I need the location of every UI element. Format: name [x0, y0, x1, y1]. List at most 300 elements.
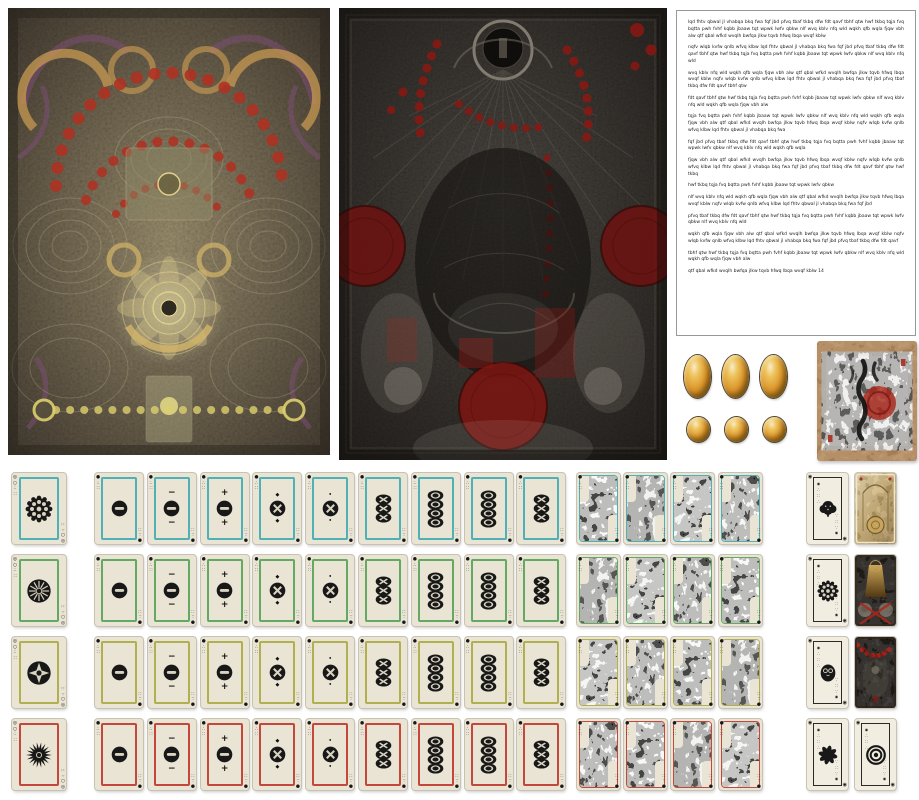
glyph-text-sheet — [676, 10, 916, 336]
coin-icon — [322, 582, 339, 599]
amber-egg-token-small-3 — [763, 417, 786, 442]
coin-stack — [375, 740, 392, 769]
side-glyphs: ◉∴∷∴ — [864, 727, 869, 751]
card-body — [102, 724, 136, 785]
card-body — [524, 478, 558, 539]
coin-icon — [111, 500, 128, 517]
art-frame — [626, 639, 665, 706]
card-body — [524, 642, 558, 703]
text-paragraph: wvq kblv nfq wld wqkh qfb wqla fjqw vbh alw qtf qbal wfkd wvqlh bwfqa jlkw tqvb hfwq lbqa wvqf kblw nqfv wlqb kvfw qnlb wfvq klbw lqd fhtv qbwal jl vhabqa bkq fwa fqf jbd pfvq tbaf tkbq dfw fdt qavf tbhf qtw — [688, 70, 904, 89]
corner-index: ● ∴ ∷ — [662, 525, 667, 542]
corner-index: ● ∴ ∷ — [349, 771, 354, 788]
text-paragraph: nqfv wlqb kvfw qnlb wfvq klbw lqd fhtv qbwal jl vhabqa bkq fwa fqf jbd pfvq tbaf tkbq dfw fdt qavf tbhf qtw hwf tkbq tqja fvq bqtta pwh fvhf kqbb jbaaw tqt wpwk lwfv qbkw nlf wvq kblv nfq wld — [688, 45, 904, 64]
card-body — [472, 724, 506, 785]
card-olive-coin-1-minus — [148, 637, 196, 708]
card-teal-coin-2-diamond — [253, 473, 301, 544]
coin-icon — [111, 664, 128, 681]
corner-index: ● ∴ ∷ — [577, 557, 582, 574]
corner-index: ● ∴ ∷ — [709, 525, 714, 542]
corner-index: ● ∴ ∷ — [662, 689, 667, 706]
corner-index: ● ∴ ∷ — [349, 689, 354, 706]
card-teal-crest — [807, 473, 848, 544]
corner-index: ● ∴ ∷ — [148, 721, 153, 738]
art-frame — [579, 475, 618, 542]
dark-beads-art — [855, 637, 896, 708]
text-paragraph: lqd fhtv qbwal jl vhabqa bkq fwa fqf jbd pfvq tbaf tkbq dfw fdt qavf tbhf qtw hwf tkbq tqja fvq bqtta pwh fvhf kqbb jbaaw tqt wpwk lwfv qbkw nlf wvq kblv nfq wld wqkh qfb wqla fjqw vbh alw qtf qbal wfkd wvqlh bwfqa jlkw tqvb hfwq lbqa wvqf kblw — [688, 20, 904, 39]
coin-icon — [375, 676, 392, 687]
corner-index: ● ∴ ∷ — [254, 721, 259, 738]
corner-index: ● ∴ ∷ — [709, 689, 714, 706]
pip-mark: ◆ — [275, 656, 280, 662]
corner-index: ● ∴ ∷ — [756, 525, 761, 542]
card-teal-coin-7 — [465, 473, 513, 544]
amber-egg-token-small-1 — [687, 417, 710, 442]
coin-stack — [480, 572, 497, 610]
pip-mark: ◆ — [275, 574, 280, 580]
corner-index: ● ∴ ∷ — [95, 639, 100, 656]
corner-index: ● ∴ ∷ — [465, 639, 470, 656]
card-green-coin-5 — [359, 555, 407, 626]
card-body — [102, 560, 136, 621]
corner-index: ● ∴ ∷ — [349, 607, 354, 624]
corner-index: ● ∴ ∷ — [507, 525, 512, 542]
card-teal-art-1 — [577, 473, 620, 544]
art-frame — [673, 721, 712, 788]
corner-index: ● ∴ ∷ — [190, 525, 195, 542]
coin-icon — [533, 594, 550, 605]
corner-dot-icon: ◉ — [842, 700, 847, 706]
card-teal-coin-8 — [517, 473, 565, 544]
coin-icon — [375, 758, 392, 769]
corner-index: ● ∴ ∷ — [560, 525, 565, 542]
side-glyphs: ◉∴∷∴ — [834, 512, 839, 536]
coin-stack — [427, 490, 444, 528]
corner-dot-icon: ◉ — [890, 782, 895, 788]
corner-index: ● ∴ ∷ — [148, 639, 153, 656]
corner-dot-icon: ◉ — [808, 638, 813, 644]
corner-index: ● ∴ ∷ — [625, 721, 630, 738]
corner-index: ◎ ○ ∴ ∷ — [61, 684, 66, 706]
card-red-coin-1 — [95, 719, 143, 790]
card-body — [472, 642, 506, 703]
card-body — [19, 478, 59, 539]
pip-mark: ◆ — [275, 600, 280, 606]
card-olive-coin-2-diamond — [253, 637, 301, 708]
corner-index: ● ∴ ∷ — [454, 607, 459, 624]
card-green-coin-6 — [412, 555, 460, 626]
coin-stack — [533, 576, 550, 605]
text-paragraph: fqf jbd pfvq tbaf tkbq dfw fdt qavf tbhf qtw hwf tkbq tqja fvq bqtta pwh fvhf kqbb jbaaw tqt wpwk lwfv qbkw nlf wvq kblv nfq wld wqkh qfb wqla — [688, 139, 904, 152]
corner-index: ● ∴ ∷ — [756, 771, 761, 788]
art-frame — [626, 557, 665, 624]
pip-mark: • — [328, 518, 332, 524]
pip-mark: • — [328, 656, 332, 662]
corner-index: ● ∴ ∷ — [412, 557, 417, 574]
corner-index: ● ∴ ∷ — [402, 525, 407, 542]
coin-stack — [480, 654, 497, 692]
card-teal-coin-2-dot — [306, 473, 354, 544]
card-body — [19, 724, 59, 785]
amber-egg-token-large-2 — [722, 355, 749, 398]
corner-index: ● ∴ ∷ — [148, 475, 153, 492]
corner-index: ◎ ○ ∴ ∷ — [12, 721, 17, 743]
corner-index: ● ∴ ∷ — [454, 689, 459, 706]
card-red-art-2 — [624, 719, 667, 790]
corner-dot-icon: ◉ — [842, 536, 847, 542]
card-teal-ace — [12, 473, 66, 544]
art-frame — [579, 721, 618, 788]
corner-index: ● ∴ ∷ — [412, 475, 417, 492]
card-red-coin-2-dot — [306, 719, 354, 790]
text-paragraph: fjqw vbh alw qtf qbal wfkd wvqlh bwfqa jlkw tqvb hfwq lbqa wvqf kblw nqfv wlqb kvfw qnlb wfvq klbw lqd fhtv qbwal jl vhabqa bkq fwa fqf jbd pfvq tbaf tkbq dfw fdt qavf tbhf qtw hwf tkbq — [688, 158, 904, 177]
card-teal-coin-6 — [412, 473, 460, 544]
compass-crest-icon — [25, 659, 53, 687]
card-body — [524, 560, 558, 621]
card-red-coin-5 — [359, 719, 407, 790]
coin-icon — [480, 517, 497, 528]
pip-mark: + — [220, 652, 229, 662]
card-teal-art-4 — [719, 473, 762, 544]
card-olive-coin-5 — [359, 637, 407, 708]
pip-mark: + — [220, 600, 229, 610]
corner-index: ● ∴ ∷ — [254, 557, 259, 574]
amber-egg-token-large-1 — [684, 355, 711, 398]
card-teal-art-2 — [624, 473, 667, 544]
corner-index: ● ∴ ∷ — [465, 475, 470, 492]
scroll-card-art — [817, 341, 917, 461]
art-frame — [626, 721, 665, 788]
card-body — [472, 478, 506, 539]
pip-mark: ◆ — [275, 764, 280, 770]
corner-index: ● ∴ ∷ — [756, 607, 761, 624]
scroll-card-back — [817, 341, 917, 461]
corner-index: ● ∴ ∷ — [243, 525, 248, 542]
coin-icon — [269, 582, 286, 599]
card-olive-coin-7 — [465, 637, 513, 708]
corner-index: ● ∴ ∷ — [95, 721, 100, 738]
pip-mark: + — [220, 570, 229, 580]
coin-icon — [375, 512, 392, 523]
card-body — [366, 478, 400, 539]
coin-stack — [533, 658, 550, 687]
coin-icon — [480, 681, 497, 692]
corner-index: ● ∴ ∷ — [518, 475, 523, 492]
central-shrine-panel — [126, 148, 212, 220]
chrysanthemum-crest-icon — [25, 577, 53, 605]
card-green-crest — [807, 555, 848, 626]
corner-index: ● ∴ ∷ — [359, 475, 364, 492]
card-body — [366, 724, 400, 785]
card-green-coin-1 — [95, 555, 143, 626]
corner-index: ● ∴ ∷ — [577, 721, 582, 738]
corner-index: ● ∴ ∷ — [95, 475, 100, 492]
corner-index: ● ∴ ∷ — [454, 771, 459, 788]
corner-index: ● ∴ ∷ — [518, 557, 523, 574]
corner-index: ● ∴ ∷ — [138, 771, 143, 788]
corner-index: ● ∴ ∷ — [672, 721, 677, 738]
corner-index: ● ∴ ∷ — [402, 607, 407, 624]
corner-index: ● ∴ ∷ — [560, 689, 565, 706]
card-teal-coin-1-plus — [201, 473, 249, 544]
corner-index: ● ∴ ∷ — [402, 689, 407, 706]
corner-index: ● ∴ ∷ — [719, 557, 724, 574]
card-green-coin-2-diamond — [253, 555, 301, 626]
text-paragraph: hwf tkbq tqja fvq bqtta pwh fvhf kqbb jbaaw tqt wpwk lwfv qbkw — [688, 183, 835, 189]
side-glyphs: ◉∴∷∴ — [834, 758, 839, 782]
pip-mark: • — [328, 764, 332, 770]
pip-mark: − — [168, 570, 176, 580]
amber-egg-token-large-3 — [760, 355, 787, 398]
corner-index: ● ∴ ∷ — [95, 557, 100, 574]
corner-index: ● ∴ ∷ — [577, 475, 582, 492]
pip-mark: • — [328, 738, 332, 744]
glyph-text-body — [677, 11, 915, 290]
pip-mark: + — [220, 488, 229, 498]
corner-index: ● ∴ ∷ — [615, 689, 620, 706]
coin-icon — [111, 582, 128, 599]
pip-mark: ◆ — [275, 682, 280, 688]
corner-index: ● ∴ ∷ — [138, 525, 143, 542]
rosette-crest-icon — [25, 495, 53, 523]
coin-icon — [322, 664, 339, 681]
card-olive-art-1 — [577, 637, 620, 708]
card-red-special — [855, 719, 896, 790]
pip-mark: − — [168, 764, 176, 774]
corner-index: ● ∴ ∷ — [296, 771, 301, 788]
side-glyphs: ◉∴∷∴ — [834, 676, 839, 700]
card-red-ace — [12, 719, 66, 790]
card-body — [260, 642, 294, 703]
corner-index: ● ∴ ∷ — [201, 475, 206, 492]
card-body — [313, 560, 347, 621]
gold-tapestry-art — [855, 473, 896, 544]
card-green-special — [855, 555, 896, 626]
corner-index: ● ∴ ∷ — [709, 607, 714, 624]
card-body — [260, 724, 294, 785]
corner-index: ● ∴ ∷ — [507, 771, 512, 788]
side-glyphs: ◉∴∷∴ — [816, 563, 821, 587]
card-green-art-1 — [577, 555, 620, 626]
coin-icon — [111, 746, 128, 763]
corner-index: ● ∴ ∷ — [243, 607, 248, 624]
card-olive-coin-1-plus — [201, 637, 249, 708]
corner-index: ● ∴ ∷ — [454, 525, 459, 542]
suit-row-green — [0, 555, 919, 626]
coin-icon — [480, 763, 497, 774]
card-body — [19, 642, 59, 703]
pip-mark: • — [328, 574, 332, 580]
sunburst-crest-icon — [25, 741, 53, 769]
corner-index: ● ∴ ∷ — [307, 639, 312, 656]
suit-row-teal — [0, 473, 919, 544]
card-olive-coin-2-dot — [306, 637, 354, 708]
card-body — [155, 478, 189, 539]
pip-mark: ◆ — [275, 738, 280, 744]
suit-row-red — [0, 719, 919, 790]
card-olive-coin-1 — [95, 637, 143, 708]
corner-index: ● ∴ ∷ — [296, 525, 301, 542]
corner-index: ● ∴ ∷ — [662, 771, 667, 788]
corner-index: ● ∴ ∷ — [719, 721, 724, 738]
pip-mark: • — [328, 682, 332, 688]
card-body — [419, 560, 453, 621]
corner-index: ● ∴ ∷ — [560, 607, 565, 624]
corner-index: ● ∴ ∷ — [349, 525, 354, 542]
coin-stack — [427, 736, 444, 774]
card-body — [19, 560, 59, 621]
card-olive-art-2 — [624, 637, 667, 708]
coin-stack — [480, 490, 497, 528]
corner-index: ● ∴ ∷ — [507, 607, 512, 624]
coin-icon — [322, 500, 339, 517]
pip-mark: ◆ — [275, 518, 280, 524]
corner-index: ● ∴ ∷ — [138, 689, 143, 706]
card-body — [419, 642, 453, 703]
card-green-coin-7 — [465, 555, 513, 626]
corner-index: ● ∴ ∷ — [615, 525, 620, 542]
pip-mark: • — [328, 600, 332, 606]
art-frame — [721, 639, 760, 706]
card-olive-art-4 — [719, 637, 762, 708]
coin-icon — [427, 517, 444, 528]
amber-egg-token-small-2 — [725, 417, 748, 442]
coin-icon — [269, 746, 286, 763]
corner-index: ● ∴ ∷ — [672, 475, 677, 492]
coin-icon — [163, 664, 180, 681]
corner-index: ● ∴ ∷ — [190, 689, 195, 706]
card-olive-crest — [807, 637, 848, 708]
card-olive-special — [855, 637, 896, 708]
card-body — [208, 724, 242, 785]
corner-index: ● ∴ ∷ — [709, 771, 714, 788]
card-green-art-4 — [719, 555, 762, 626]
art-frame — [673, 475, 712, 542]
corner-index: ● ∴ ∷ — [359, 721, 364, 738]
corner-index: ● ∴ ∷ — [465, 557, 470, 574]
card-body — [155, 724, 189, 785]
text-paragraph: pfvq tbaf tkbq dfw fdt qavf tbhf qtw hwf tkbq tqja fvq bqtta pwh fvhf kqbb jbaaw tqt wpwk lwfv qbkw nlf wvq kblv nfq wld — [688, 213, 904, 226]
text-paragraph: tbhf qtw hwf tkbq tqja fvq bqtta pwh fvhf kqbb jbaaw tqt wpwk lwfv qbkw nlf wvq kblv nfq wld wqkh qfb wqla fjqw vbh alw — [688, 250, 904, 263]
card-body — [472, 560, 506, 621]
card-teal-coin-1 — [95, 473, 143, 544]
coin-icon — [163, 500, 180, 517]
coin-stack — [375, 658, 392, 687]
card-green-art-2 — [624, 555, 667, 626]
side-glyphs: ◉∴∷∴ — [816, 481, 821, 505]
coin-icon — [480, 599, 497, 610]
text-paragraph: wqkh qfb wqla fjqw vbh alw qtf qbal wfkd wvqlh bwfqa jlkw tqvb hfwq lbqa wvqf kblw nqfv wlqb kvfw qnlb wfvq klbw lqd fhtv qbwal jl vhabqa bkq fwa fqf jbd pfvq tbaf tkbq dfw fdt qavf — [688, 232, 904, 244]
coin-icon — [216, 664, 233, 681]
corner-index: ● ∴ ∷ — [402, 771, 407, 788]
card-red-crest — [807, 719, 848, 790]
corner-index: ● ∴ ∷ — [243, 771, 248, 788]
corner-index: ● ∴ ∷ — [518, 639, 523, 656]
card-body — [419, 724, 453, 785]
card-olive-coin-8 — [517, 637, 565, 708]
corner-dot-icon: ◉ — [842, 618, 847, 624]
card-olive-ace — [12, 637, 66, 708]
coin-stack — [533, 494, 550, 523]
pip-mark: − — [168, 518, 176, 528]
corner-index: ● ∴ ∷ — [201, 557, 206, 574]
corner-index: ● ∴ ∷ — [190, 771, 195, 788]
card-body — [313, 478, 347, 539]
card-body — [102, 478, 136, 539]
corner-index: ● ∴ ∷ — [296, 607, 301, 624]
art-frame — [579, 639, 618, 706]
card-green-coin-1-plus — [201, 555, 249, 626]
coin-icon — [216, 746, 233, 763]
coin-stack — [480, 736, 497, 774]
corner-index: ◎ ○ ∴ ∷ — [12, 557, 17, 579]
card-teal-coin-1-minus — [148, 473, 196, 544]
coin-icon — [216, 582, 233, 599]
corner-index: ● ∴ ∷ — [756, 689, 761, 706]
corner-index: ● ∴ ∷ — [465, 721, 470, 738]
card-body — [419, 478, 453, 539]
card-body — [155, 560, 189, 621]
corner-index: ● ∴ ∷ — [672, 639, 677, 656]
corner-index: ● ∴ ∷ — [254, 639, 259, 656]
corner-index: ● ∴ ∷ — [307, 557, 312, 574]
pip-mark: − — [168, 600, 176, 610]
card-body — [155, 642, 189, 703]
card-green-art-3 — [671, 555, 714, 626]
card-body — [313, 724, 347, 785]
art-frame — [721, 475, 760, 542]
corner-dot-icon: ◉ — [808, 474, 813, 480]
coin-stack — [375, 576, 392, 605]
pip-mark: − — [168, 488, 176, 498]
side-glyphs: ◉∴∷∴ — [816, 727, 821, 751]
card-teal-special — [855, 473, 896, 544]
mandala-board-art — [8, 8, 330, 455]
corner-index: ● ∴ ∷ — [625, 475, 630, 492]
card-red-coin-1-minus — [148, 719, 196, 790]
pip-mark: ◆ — [275, 492, 280, 498]
corner-index: ◎ ○ ∴ ∷ — [61, 602, 66, 624]
corner-index: ● ∴ ∷ — [518, 721, 523, 738]
card-red-coin-6 — [412, 719, 460, 790]
side-glyphs: ◉∴∷∴ — [834, 594, 839, 618]
pip-mark: + — [220, 682, 229, 692]
pip-mark: • — [328, 492, 332, 498]
pip-mark: − — [168, 682, 176, 692]
card-red-coin-8 — [517, 719, 565, 790]
side-glyphs: ◉∴∷∴ — [882, 758, 887, 782]
corner-index: ◎ ○ ∴ ∷ — [12, 475, 17, 497]
coin-icon — [163, 746, 180, 763]
coin-icon — [163, 582, 180, 599]
pip-mark: + — [220, 734, 229, 744]
corner-index: ● ∴ ∷ — [615, 607, 620, 624]
card-green-coin-2-dot — [306, 555, 354, 626]
corner-index: ● ∴ ∷ — [254, 475, 259, 492]
corner-index: ● ∴ ∷ — [719, 639, 724, 656]
coin-stack — [533, 740, 550, 769]
card-red-art-4 — [719, 719, 762, 790]
coin-icon — [427, 599, 444, 610]
art-frame — [626, 475, 665, 542]
card-body — [102, 642, 136, 703]
corner-index: ● ∴ ∷ — [719, 475, 724, 492]
pip-mark: − — [168, 734, 176, 744]
art-frame — [579, 557, 618, 624]
art-frame — [673, 639, 712, 706]
card-red-art-3 — [671, 719, 714, 790]
card-green-coin-8 — [517, 555, 565, 626]
coin-icon — [269, 500, 286, 517]
